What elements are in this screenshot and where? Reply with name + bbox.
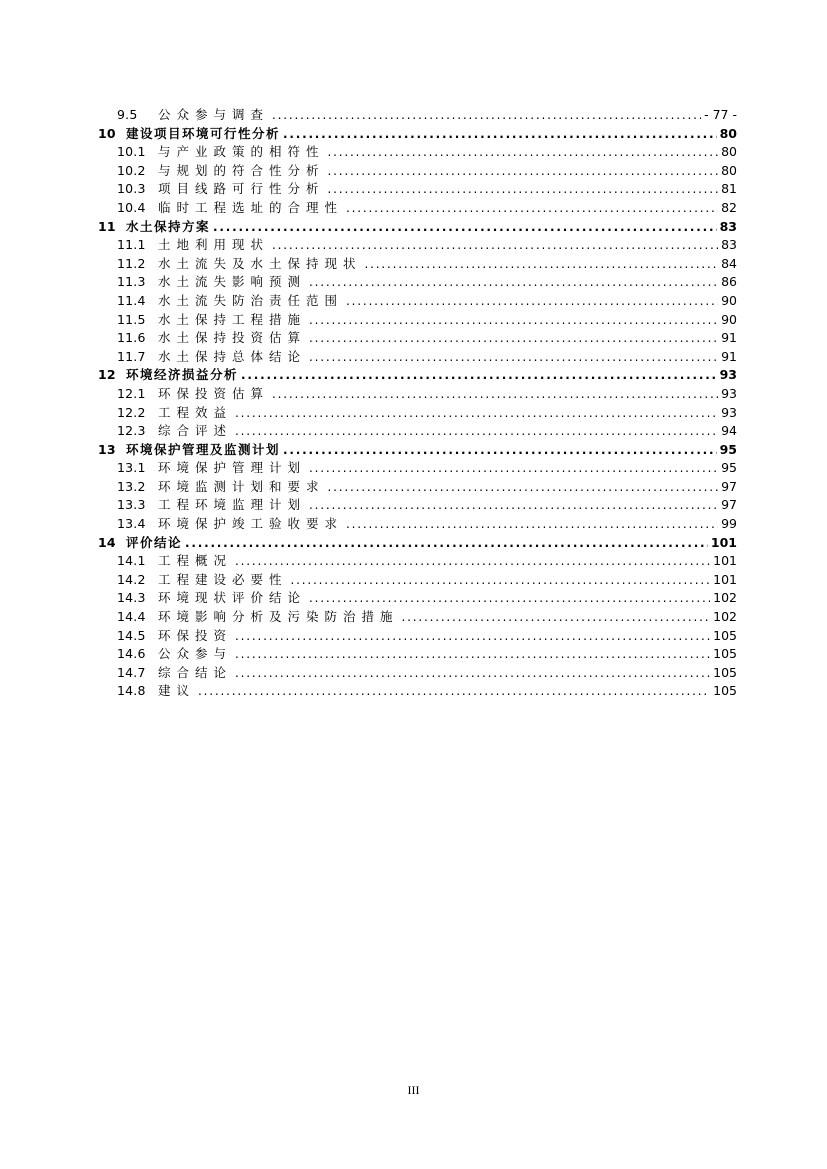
toc-entry-number: 10 [98, 125, 116, 141]
toc-entry-number: 14.4 [117, 609, 146, 625]
toc-leader-dots [272, 385, 718, 404]
toc-leader-dots [235, 664, 710, 683]
toc-entry-title: 综合结论 [158, 664, 233, 680]
toc-entry-title: 公众参与 [158, 646, 233, 662]
toc-entry-page: 101 [713, 553, 737, 569]
toc-entry-page: 101 [710, 534, 737, 550]
toc-leader-dots [328, 143, 719, 162]
toc-entry-number: 10.3 [117, 181, 146, 197]
toc-entry-title: 环境保护竣工验收要求 [158, 516, 344, 532]
toc-entry-number: 10.2 [117, 162, 146, 178]
toc-leader-dots [272, 106, 701, 125]
toc-entry-page: 95 [721, 460, 737, 476]
toc-entry-number: 14.7 [117, 664, 146, 680]
toc-entry-page: 86 [721, 274, 737, 290]
toc-entry[interactable] [98, 496, 737, 515]
toc-leader-dots [235, 627, 710, 646]
toc-leader-dots [272, 236, 718, 255]
toc-entry[interactable] [98, 106, 737, 125]
toc-entry[interactable] [98, 180, 737, 199]
toc-leader-dots [309, 496, 718, 515]
toc-entry-page: 90 [721, 311, 737, 327]
toc-entry-number: 11.5 [117, 311, 146, 327]
toc-entry-title: 环境监测计划和要求 [158, 478, 325, 494]
page-number-footer: III [407, 1083, 420, 1097]
toc-leader-dots [283, 125, 717, 144]
toc-leader-dots [309, 348, 718, 367]
toc-entry-title: 环境保护管理及监测计划 [126, 441, 281, 457]
toc-entry-page: 91 [721, 330, 737, 346]
toc-entry[interactable] [98, 366, 737, 385]
toc-entry-title: 土地利用现状 [158, 237, 270, 253]
toc-entry[interactable] [98, 273, 737, 292]
toc-entry[interactable] [98, 422, 737, 441]
toc-entry-title: 环保投资估算 [158, 385, 270, 401]
toc-leader-dots [241, 366, 717, 385]
toc-entry-number: 11.7 [117, 348, 146, 364]
toc-entry-page: 105 [713, 627, 737, 643]
toc-entry-page: 101 [713, 571, 737, 587]
toc-entry-page: 105 [713, 646, 737, 662]
toc-entry-page: 93 [721, 404, 737, 420]
toc-entry-title: 环保投资 [158, 627, 233, 643]
toc-entry-page: 80 [721, 144, 737, 160]
toc-entry[interactable] [98, 478, 737, 497]
toc-entry-number: 14.1 [117, 553, 146, 569]
table-of-contents [98, 106, 737, 701]
toc-entry-page: - 77 - [704, 107, 737, 122]
toc-entry-page: 80 [719, 125, 737, 141]
toc-leader-dots [328, 478, 719, 497]
toc-entry[interactable] [98, 255, 737, 274]
toc-entry-number: 12.2 [117, 404, 146, 420]
toc-entry[interactable] [98, 571, 737, 590]
toc-entry-title: 工程概况 [158, 553, 233, 569]
toc-entry-number: 13.3 [117, 497, 146, 513]
toc-entry-number: 12 [98, 367, 116, 383]
toc-entry[interactable] [98, 515, 737, 534]
toc-entry-title: 评价结论 [126, 534, 183, 550]
toc-entry-number: 9.5 [117, 107, 138, 122]
toc-leader-dots [309, 329, 718, 348]
toc-leader-dots [365, 255, 719, 274]
toc-entry-page: 90 [721, 292, 737, 308]
toc-entry-title: 环境现状评价结论 [158, 590, 307, 606]
toc-entry-title: 综合评述 [158, 423, 233, 439]
toc-entry-page: 83 [721, 237, 737, 253]
toc-entry-number: 11.4 [117, 292, 146, 308]
toc-entry-title: 水土保持方案 [126, 218, 211, 234]
toc-entry-page: 83 [719, 218, 737, 234]
toc-entry[interactable] [98, 664, 737, 683]
toc-entry-title: 环境保护管理计划 [158, 460, 307, 476]
toc-entry[interactable] [98, 143, 737, 162]
toc-leader-dots [235, 552, 710, 571]
toc-leader-dots [328, 180, 719, 199]
toc-entry-page: 91 [721, 348, 737, 364]
toc-entry[interactable] [98, 534, 737, 553]
toc-leader-dots [328, 162, 719, 181]
toc-leader-dots [309, 589, 710, 608]
toc-entry-number: 14.3 [117, 590, 146, 606]
toc-entry[interactable] [98, 589, 737, 608]
toc-entry-page: 94 [721, 423, 737, 439]
toc-leader-dots [346, 199, 718, 218]
toc-entry-title: 水土流失防治责任范围 [158, 292, 344, 308]
toc-leader-dots [235, 645, 710, 664]
toc-entry-page: 80 [721, 162, 737, 178]
toc-entry-title: 环境经济损益分析 [126, 367, 239, 383]
toc-entry[interactable] [98, 125, 737, 144]
toc-leader-dots [213, 218, 717, 237]
toc-entry-page: 93 [719, 367, 737, 383]
toc-leader-dots [291, 571, 711, 590]
toc-entry[interactable] [98, 329, 737, 348]
toc-entry[interactable] [98, 608, 737, 627]
toc-entry-page: 102 [713, 609, 737, 625]
toc-entry-number: 11.3 [117, 274, 146, 290]
toc-leader-dots [346, 515, 718, 534]
toc-entry[interactable] [98, 348, 737, 367]
toc-entry-number: 12.1 [117, 385, 146, 401]
toc-leader-dots [235, 422, 718, 441]
toc-entry[interactable] [98, 441, 737, 460]
toc-leader-dots [309, 273, 718, 292]
toc-entry-page: 102 [713, 590, 737, 606]
toc-entry-title: 工程建设必要性 [158, 571, 288, 587]
toc-entry-number: 14.6 [117, 646, 146, 662]
toc-leader-dots [235, 404, 718, 423]
toc-entry-page: 84 [721, 255, 737, 271]
toc-entry-number: 11.2 [117, 255, 146, 271]
toc-entry[interactable] [98, 292, 737, 311]
toc-entry[interactable] [98, 682, 737, 701]
toc-entry-title: 水土保持投资估算 [158, 330, 307, 346]
toc-entry[interactable] [98, 627, 737, 646]
toc-entry-title: 水土流失及水土保持现状 [158, 255, 362, 271]
toc-entry-title: 项目线路可行性分析 [158, 181, 325, 197]
toc-entry-page: 105 [713, 683, 737, 699]
toc-entry-title: 水土保持工程措施 [158, 311, 307, 327]
toc-entry[interactable] [98, 459, 737, 478]
toc-entry[interactable] [98, 218, 737, 237]
toc-entry-title: 水土保持总体结论 [158, 348, 307, 364]
toc-entry-page: 93 [721, 385, 737, 401]
toc-entry-page: 81 [721, 181, 737, 197]
toc-entry-number: 10.1 [117, 144, 146, 160]
toc-leader-dots [198, 682, 710, 701]
toc-entry-title: 临时工程选址的合理性 [158, 199, 344, 215]
toc-entry-page: 82 [721, 199, 737, 215]
toc-leader-dots [185, 534, 708, 553]
toc-entry-number: 14.2 [117, 571, 146, 587]
toc-entry-number: 13.2 [117, 478, 146, 494]
toc-entry-page: 97 [721, 497, 737, 513]
toc-entry-number: 13 [98, 441, 116, 457]
toc-entry-title: 水土流失影响预测 [158, 274, 307, 290]
toc-leader-dots [346, 292, 718, 311]
toc-entry-number: 10.4 [117, 199, 146, 215]
toc-entry[interactable] [98, 236, 737, 255]
toc-entry-number: 11.1 [117, 237, 146, 253]
toc-entry-number: 12.3 [117, 423, 146, 439]
toc-leader-dots [309, 459, 718, 478]
toc-entry[interactable] [98, 199, 737, 218]
toc-entry[interactable] [98, 645, 737, 664]
toc-entry-page: 99 [721, 516, 737, 532]
toc-entry-number: 14.5 [117, 627, 146, 643]
toc-entry-number: 13.4 [117, 516, 146, 532]
toc-entry-number: 11.6 [117, 330, 146, 346]
toc-entry[interactable] [98, 404, 737, 423]
toc-entry-page: 95 [719, 441, 737, 457]
toc-entry-number: 14 [98, 534, 116, 550]
toc-entry-title: 公众参与调查 [158, 107, 270, 122]
toc-entry-title: 与产业政策的相符性 [158, 144, 325, 160]
toc-leader-dots [283, 441, 717, 460]
toc-entry-title: 环境影响分析及污染防治措施 [158, 609, 399, 625]
toc-entry-number: 11 [98, 218, 116, 234]
toc-entry-title: 工程环境监理计划 [158, 497, 307, 513]
toc-entry-title: 工程效益 [158, 404, 233, 420]
toc-entry-number: 14.8 [117, 683, 146, 699]
toc-entry-page: 97 [721, 478, 737, 494]
toc-entry[interactable] [98, 162, 737, 181]
toc-entry-number: 13.1 [117, 460, 146, 476]
toc-entry-title: 与规划的符合性分析 [158, 162, 325, 178]
toc-leader-dots [309, 311, 718, 330]
toc-entry[interactable] [98, 552, 737, 571]
toc-entry[interactable] [98, 385, 737, 404]
toc-entry-title: 建议 [158, 683, 196, 699]
toc-leader-dots [402, 608, 711, 627]
toc-entry[interactable] [98, 311, 737, 330]
toc-entry-title: 建设项目环境可行性分析 [126, 125, 281, 141]
toc-entry-page: 105 [713, 664, 737, 680]
